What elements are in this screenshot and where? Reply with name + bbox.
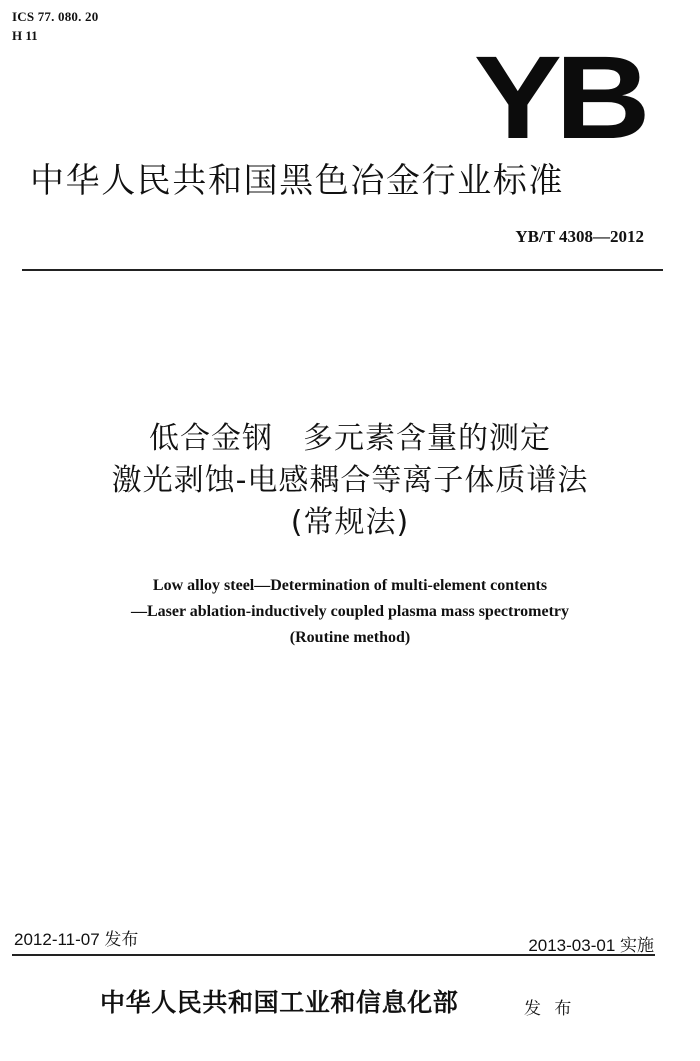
chinese-title-line-1 xyxy=(0,418,700,460)
yb-logo: YB xyxy=(473,32,644,164)
footer-divider xyxy=(12,954,655,956)
english-title-line-2: —Laser ablation-inductively coupled plasma mass spectrometry xyxy=(130,603,570,620)
english-title xyxy=(0,573,700,651)
publish-label: 发 布 xyxy=(524,999,576,1019)
organization-title: 中华人民共和国黑色冶金行业标准 xyxy=(30,161,564,201)
chinese-title-line-3: (常规法) xyxy=(290,505,410,540)
implementation-date: 2013-03-01 实施 xyxy=(528,936,654,955)
chinese-title xyxy=(0,418,700,544)
publisher-name: 中华人民共和国工业和信息化部 xyxy=(100,988,459,1017)
chinese-title-measure: 多元素含量的测定 xyxy=(303,421,551,456)
chinese-title-line-2: 激光剥蚀-电感耦合等离子体质谱法 xyxy=(111,463,589,498)
ccs-code: H 11 xyxy=(12,28,38,43)
chinese-title-subject: 低合金钢 xyxy=(149,421,273,456)
issue-date: 2012-11-07 发布 xyxy=(14,930,139,949)
english-title-line-3: (Routine method) xyxy=(289,629,411,646)
english-title-line-1: Low alloy steel—Determination of multi-element contents xyxy=(152,577,548,594)
ics-code: ICS 77. 080. 20 xyxy=(12,9,99,24)
standard-number: YB/T 4308—2012 xyxy=(515,227,644,246)
header-divider xyxy=(22,269,663,271)
